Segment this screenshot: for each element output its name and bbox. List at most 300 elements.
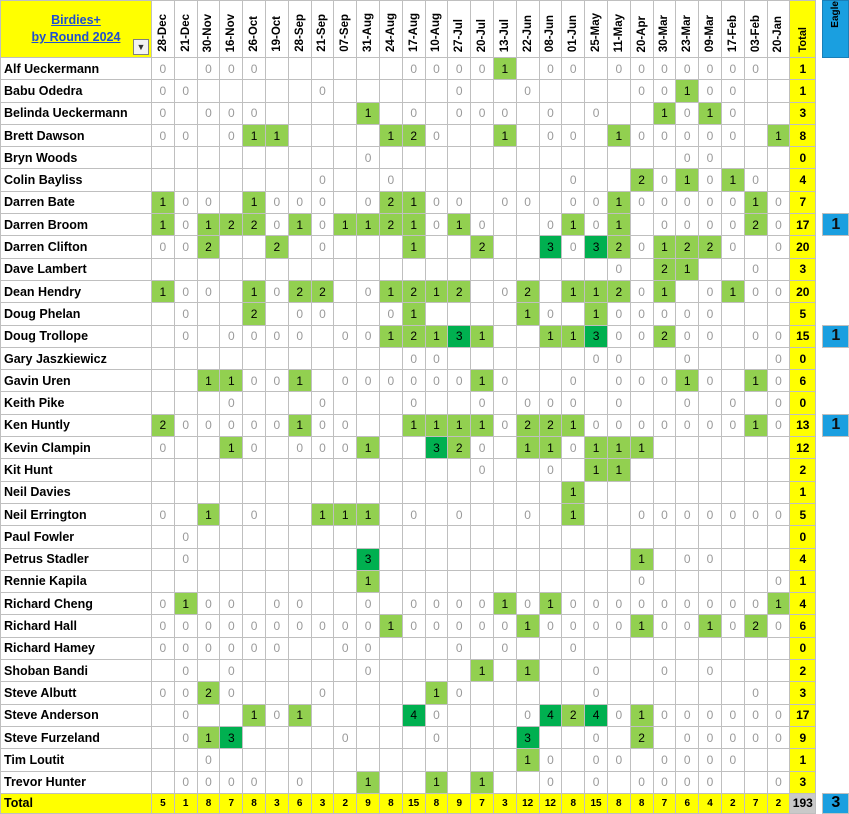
score-cell[interactable] — [197, 303, 220, 325]
score-cell[interactable]: 0 — [220, 325, 243, 347]
score-cell[interactable] — [197, 258, 220, 280]
score-cell[interactable]: 0 — [744, 682, 767, 704]
score-cell[interactable] — [334, 459, 357, 481]
column-total-cell[interactable]: 7 — [653, 793, 676, 813]
score-cell[interactable] — [288, 80, 311, 102]
score-cell[interactable] — [425, 526, 448, 548]
score-cell[interactable] — [152, 392, 175, 414]
score-cell[interactable]: 0 — [767, 771, 790, 793]
score-cell[interactable] — [152, 347, 175, 369]
score-cell[interactable]: 0 — [653, 58, 676, 80]
score-cell[interactable]: 0 — [152, 236, 175, 258]
score-cell[interactable] — [471, 726, 494, 748]
eagle-cell[interactable] — [823, 392, 849, 414]
score-cell[interactable] — [493, 347, 516, 369]
score-cell[interactable] — [243, 593, 266, 615]
score-cell[interactable]: 0 — [699, 214, 722, 236]
player-name-cell[interactable]: Dean Hendry — [1, 280, 152, 302]
score-cell[interactable]: 0 — [402, 102, 425, 124]
score-cell[interactable] — [493, 303, 516, 325]
score-cell[interactable]: 0 — [767, 392, 790, 414]
score-cell[interactable] — [220, 570, 243, 592]
score-cell[interactable] — [493, 682, 516, 704]
score-cell[interactable]: 1 — [493, 124, 516, 146]
score-cell[interactable] — [516, 58, 539, 80]
score-cell[interactable] — [265, 147, 288, 169]
score-cell[interactable] — [767, 303, 790, 325]
score-cell[interactable] — [334, 169, 357, 191]
score-cell[interactable]: 0 — [676, 726, 699, 748]
score-cell[interactable] — [516, 102, 539, 124]
score-cell[interactable] — [152, 370, 175, 392]
score-cell[interactable]: 1 — [334, 214, 357, 236]
score-cell[interactable] — [471, 258, 494, 280]
score-cell[interactable] — [311, 124, 334, 146]
score-cell[interactable]: 1 — [471, 771, 494, 793]
score-cell[interactable]: 0 — [425, 370, 448, 392]
score-cell[interactable]: 2 — [220, 214, 243, 236]
player-total-cell[interactable]: 1 — [790, 749, 816, 771]
score-cell[interactable]: 1 — [676, 370, 699, 392]
score-cell[interactable] — [516, 526, 539, 548]
score-cell[interactable]: 0 — [721, 124, 744, 146]
score-cell[interactable]: 0 — [676, 214, 699, 236]
score-cell[interactable]: 0 — [653, 303, 676, 325]
score-cell[interactable]: 0 — [220, 682, 243, 704]
score-cell[interactable] — [311, 660, 334, 682]
score-cell[interactable] — [334, 570, 357, 592]
score-cell[interactable] — [471, 347, 494, 369]
score-cell[interactable] — [471, 280, 494, 302]
score-cell[interactable]: 0 — [243, 58, 266, 80]
column-total-cell[interactable]: 12 — [516, 793, 539, 813]
score-cell[interactable] — [379, 660, 402, 682]
date-column-header[interactable] — [288, 1, 311, 58]
eagle-cell[interactable] — [823, 593, 849, 615]
score-cell[interactable] — [197, 570, 220, 592]
score-cell[interactable] — [676, 570, 699, 592]
score-cell[interactable] — [265, 392, 288, 414]
score-cell[interactable] — [516, 548, 539, 570]
date-column-header[interactable] — [585, 1, 608, 58]
score-cell[interactable] — [334, 593, 357, 615]
score-cell[interactable]: 0 — [448, 80, 471, 102]
player-name-cell[interactable]: Neil Errington — [1, 503, 152, 525]
score-cell[interactable] — [585, 147, 608, 169]
player-name-cell[interactable]: Shoban Bandi — [1, 660, 152, 682]
score-cell[interactable]: 1 — [585, 280, 608, 302]
score-cell[interactable] — [357, 80, 380, 102]
score-cell[interactable]: 0 — [607, 392, 630, 414]
score-cell[interactable] — [357, 236, 380, 258]
score-cell[interactable]: 0 — [243, 102, 266, 124]
score-cell[interactable]: 0 — [607, 593, 630, 615]
score-cell[interactable]: 0 — [676, 771, 699, 793]
score-cell[interactable] — [448, 347, 471, 369]
column-total-cell[interactable]: 8 — [562, 793, 585, 813]
score-cell[interactable] — [311, 102, 334, 124]
date-column-header[interactable] — [197, 1, 220, 58]
score-cell[interactable]: 0 — [653, 124, 676, 146]
score-cell[interactable] — [539, 80, 562, 102]
score-cell[interactable] — [493, 459, 516, 481]
score-cell[interactable] — [311, 726, 334, 748]
score-cell[interactable]: 1 — [562, 214, 585, 236]
score-cell[interactable]: 0 — [471, 593, 494, 615]
score-cell[interactable]: 0 — [721, 102, 744, 124]
score-cell[interactable] — [471, 749, 494, 771]
column-total-cell[interactable]: 8 — [243, 793, 266, 813]
score-cell[interactable]: 0 — [630, 124, 653, 146]
score-cell[interactable] — [653, 526, 676, 548]
score-cell[interactable] — [516, 347, 539, 369]
score-cell[interactable]: 0 — [767, 191, 790, 213]
score-cell[interactable]: 1 — [311, 503, 334, 525]
score-cell[interactable]: 0 — [744, 169, 767, 191]
score-cell[interactable]: 2 — [243, 303, 266, 325]
date-column-header[interactable] — [220, 1, 243, 58]
eagle-cell[interactable] — [823, 347, 849, 369]
score-cell[interactable]: 2 — [197, 236, 220, 258]
score-cell[interactable] — [265, 682, 288, 704]
score-cell[interactable] — [220, 347, 243, 369]
score-cell[interactable] — [402, 682, 425, 704]
score-cell[interactable]: 0 — [607, 704, 630, 726]
score-cell[interactable]: 2 — [516, 414, 539, 436]
score-cell[interactable]: 1 — [379, 615, 402, 637]
score-cell[interactable] — [425, 303, 448, 325]
score-cell[interactable] — [448, 459, 471, 481]
score-cell[interactable]: 0 — [311, 214, 334, 236]
score-cell[interactable]: 0 — [448, 682, 471, 704]
score-cell[interactable] — [471, 682, 494, 704]
column-total-cell[interactable]: 12 — [539, 793, 562, 813]
score-cell[interactable] — [197, 481, 220, 503]
player-name-cell[interactable]: Gavin Uren — [1, 370, 152, 392]
score-cell[interactable] — [243, 347, 266, 369]
score-cell[interactable] — [471, 303, 494, 325]
score-cell[interactable] — [744, 347, 767, 369]
score-cell[interactable] — [425, 570, 448, 592]
column-total-cell[interactable]: 7 — [220, 793, 243, 813]
score-cell[interactable]: 0 — [243, 325, 266, 347]
score-cell[interactable]: 0 — [630, 236, 653, 258]
player-total-cell[interactable]: 5 — [790, 303, 816, 325]
score-cell[interactable] — [699, 682, 722, 704]
score-cell[interactable] — [493, 169, 516, 191]
score-cell[interactable]: 2 — [699, 236, 722, 258]
score-cell[interactable]: 0 — [744, 58, 767, 80]
score-cell[interactable]: 1 — [357, 570, 380, 592]
column-total-cell[interactable]: 2 — [767, 793, 790, 813]
date-column-header[interactable] — [539, 1, 562, 58]
score-cell[interactable] — [493, 660, 516, 682]
column-total-cell[interactable]: 8 — [630, 793, 653, 813]
score-cell[interactable] — [539, 526, 562, 548]
score-cell[interactable]: 0 — [174, 660, 197, 682]
score-cell[interactable]: 0 — [653, 771, 676, 793]
score-cell[interactable] — [243, 147, 266, 169]
score-cell[interactable] — [516, 570, 539, 592]
eagle-cell[interactable]: 1 — [823, 414, 849, 436]
score-cell[interactable] — [220, 481, 243, 503]
score-cell[interactable]: 1 — [402, 214, 425, 236]
score-cell[interactable]: 0 — [197, 58, 220, 80]
score-cell[interactable] — [653, 437, 676, 459]
score-cell[interactable] — [585, 169, 608, 191]
score-cell[interactable] — [357, 726, 380, 748]
total-column-header[interactable] — [790, 1, 816, 58]
score-cell[interactable]: 2 — [265, 236, 288, 258]
score-cell[interactable]: 1 — [493, 593, 516, 615]
score-cell[interactable] — [448, 481, 471, 503]
score-cell[interactable]: 0 — [448, 615, 471, 637]
score-cell[interactable] — [493, 704, 516, 726]
player-name-cell[interactable]: Trevor Hunter — [1, 771, 152, 793]
score-cell[interactable] — [653, 682, 676, 704]
date-column-header[interactable] — [721, 1, 744, 58]
column-total-cell[interactable]: 7 — [744, 793, 767, 813]
score-cell[interactable] — [767, 80, 790, 102]
score-cell[interactable]: 2 — [471, 236, 494, 258]
score-cell[interactable]: 0 — [676, 124, 699, 146]
eagle-cell[interactable] — [823, 236, 849, 258]
player-total-cell[interactable]: 2 — [790, 459, 816, 481]
score-cell[interactable]: 0 — [152, 682, 175, 704]
score-cell[interactable]: 0 — [699, 325, 722, 347]
score-cell[interactable] — [152, 258, 175, 280]
player-total-cell[interactable]: 1 — [790, 80, 816, 102]
column-total-cell[interactable]: 3 — [311, 793, 334, 813]
score-cell[interactable] — [630, 214, 653, 236]
score-cell[interactable] — [243, 749, 266, 771]
score-cell[interactable]: 2 — [630, 169, 653, 191]
score-cell[interactable]: 0 — [288, 771, 311, 793]
score-cell[interactable]: 0 — [607, 414, 630, 436]
score-cell[interactable] — [699, 526, 722, 548]
score-cell[interactable] — [379, 682, 402, 704]
score-cell[interactable]: 0 — [152, 124, 175, 146]
score-cell[interactable]: 1 — [425, 325, 448, 347]
score-cell[interactable]: 0 — [220, 615, 243, 637]
score-cell[interactable]: 0 — [448, 503, 471, 525]
score-cell[interactable]: 0 — [699, 191, 722, 213]
eagle-cell[interactable] — [823, 570, 849, 592]
score-cell[interactable] — [585, 503, 608, 525]
column-total-cell[interactable]: 7 — [471, 793, 494, 813]
score-cell[interactable]: 0 — [767, 325, 790, 347]
eagle-cell[interactable] — [823, 771, 849, 793]
score-cell[interactable] — [197, 459, 220, 481]
score-cell[interactable]: 0 — [448, 370, 471, 392]
score-cell[interactable]: 0 — [699, 124, 722, 146]
column-total-cell[interactable]: 9 — [448, 793, 471, 813]
score-cell[interactable]: 2 — [448, 437, 471, 459]
score-cell[interactable]: 0 — [425, 191, 448, 213]
score-cell[interactable]: 0 — [676, 191, 699, 213]
score-cell[interactable] — [334, 258, 357, 280]
score-cell[interactable]: 2 — [562, 704, 585, 726]
score-cell[interactable]: 0 — [220, 660, 243, 682]
score-cell[interactable] — [288, 347, 311, 369]
score-cell[interactable] — [311, 370, 334, 392]
score-cell[interactable]: 1 — [562, 414, 585, 436]
score-cell[interactable]: 0 — [721, 726, 744, 748]
score-cell[interactable] — [539, 347, 562, 369]
player-total-cell[interactable]: 0 — [790, 347, 816, 369]
score-cell[interactable] — [425, 102, 448, 124]
score-cell[interactable] — [585, 481, 608, 503]
score-cell[interactable] — [744, 124, 767, 146]
score-cell[interactable]: 1 — [152, 280, 175, 302]
score-cell[interactable]: 0 — [402, 347, 425, 369]
score-cell[interactable] — [516, 214, 539, 236]
score-cell[interactable] — [334, 303, 357, 325]
score-cell[interactable]: 0 — [334, 437, 357, 459]
score-cell[interactable] — [744, 749, 767, 771]
score-cell[interactable]: 0 — [607, 749, 630, 771]
score-cell[interactable] — [471, 570, 494, 592]
score-cell[interactable]: 0 — [744, 503, 767, 525]
column-total-cell[interactable]: 8 — [197, 793, 220, 813]
score-cell[interactable]: 0 — [630, 370, 653, 392]
eagle-cell[interactable]: 1 — [823, 214, 849, 236]
score-cell[interactable]: 0 — [493, 637, 516, 659]
score-cell[interactable] — [379, 481, 402, 503]
score-cell[interactable] — [265, 437, 288, 459]
score-cell[interactable] — [767, 437, 790, 459]
filter-icon[interactable]: ▼ — [133, 39, 149, 55]
date-column-header[interactable] — [516, 1, 539, 58]
player-name-cell[interactable]: Belinda Ueckermann — [1, 102, 152, 124]
score-cell[interactable] — [539, 169, 562, 191]
score-cell[interactable]: 0 — [585, 191, 608, 213]
score-cell[interactable] — [630, 481, 653, 503]
score-cell[interactable]: 0 — [493, 615, 516, 637]
player-name-cell[interactable]: Richard Hamey — [1, 637, 152, 659]
score-cell[interactable]: 1 — [607, 191, 630, 213]
date-column-header[interactable] — [471, 1, 494, 58]
score-cell[interactable]: 0 — [676, 593, 699, 615]
score-cell[interactable]: 0 — [630, 503, 653, 525]
score-cell[interactable]: 0 — [699, 169, 722, 191]
score-cell[interactable]: 0 — [220, 392, 243, 414]
score-cell[interactable]: 0 — [676, 704, 699, 726]
score-cell[interactable] — [243, 481, 266, 503]
score-cell[interactable]: 0 — [288, 325, 311, 347]
score-cell[interactable]: 0 — [744, 726, 767, 748]
score-cell[interactable] — [379, 459, 402, 481]
score-cell[interactable]: 0 — [220, 593, 243, 615]
score-cell[interactable] — [630, 749, 653, 771]
score-cell[interactable] — [402, 147, 425, 169]
score-cell[interactable]: 0 — [265, 414, 288, 436]
score-cell[interactable]: 0 — [220, 771, 243, 793]
score-cell[interactable]: 2 — [653, 258, 676, 280]
eagle-cell[interactable] — [823, 58, 849, 80]
score-cell[interactable]: 1 — [676, 80, 699, 102]
score-cell[interactable]: 2 — [516, 280, 539, 302]
score-cell[interactable]: 0 — [311, 437, 334, 459]
score-cell[interactable] — [311, 258, 334, 280]
score-cell[interactable]: 2 — [448, 280, 471, 302]
score-cell[interactable] — [539, 548, 562, 570]
score-cell[interactable] — [516, 124, 539, 146]
score-cell[interactable]: 1 — [357, 437, 380, 459]
date-column-header[interactable] — [448, 1, 471, 58]
score-cell[interactable]: 0 — [699, 771, 722, 793]
score-cell[interactable]: 0 — [174, 548, 197, 570]
score-cell[interactable]: 0 — [676, 503, 699, 525]
score-cell[interactable] — [607, 80, 630, 102]
score-cell[interactable]: 0 — [699, 726, 722, 748]
column-total-cell[interactable]: 6 — [288, 793, 311, 813]
score-cell[interactable] — [379, 637, 402, 659]
score-cell[interactable]: 0 — [448, 593, 471, 615]
score-cell[interactable] — [539, 258, 562, 280]
score-cell[interactable]: 3 — [516, 726, 539, 748]
score-cell[interactable]: 0 — [767, 570, 790, 592]
score-cell[interactable]: 0 — [288, 593, 311, 615]
score-cell[interactable] — [357, 749, 380, 771]
score-cell[interactable] — [471, 147, 494, 169]
score-cell[interactable] — [174, 347, 197, 369]
score-cell[interactable] — [493, 214, 516, 236]
score-cell[interactable]: 0 — [379, 370, 402, 392]
player-name-cell[interactable]: Tim Loutit — [1, 749, 152, 771]
score-cell[interactable]: 0 — [334, 726, 357, 748]
score-cell[interactable] — [607, 481, 630, 503]
score-cell[interactable]: 0 — [288, 191, 311, 213]
score-cell[interactable] — [197, 347, 220, 369]
score-cell[interactable]: 0 — [585, 682, 608, 704]
score-cell[interactable] — [220, 459, 243, 481]
score-cell[interactable]: 0 — [630, 593, 653, 615]
score-cell[interactable]: 0 — [653, 704, 676, 726]
score-cell[interactable] — [607, 726, 630, 748]
score-cell[interactable] — [699, 258, 722, 280]
score-cell[interactable]: 0 — [152, 58, 175, 80]
score-cell[interactable] — [288, 147, 311, 169]
score-cell[interactable] — [243, 548, 266, 570]
score-cell[interactable] — [721, 660, 744, 682]
score-cell[interactable] — [493, 749, 516, 771]
player-name-cell[interactable]: Richard Cheng — [1, 593, 152, 615]
date-column-header[interactable] — [744, 1, 767, 58]
score-cell[interactable] — [676, 459, 699, 481]
score-cell[interactable] — [539, 503, 562, 525]
score-cell[interactable]: 0 — [357, 593, 380, 615]
score-cell[interactable]: 0 — [585, 660, 608, 682]
player-name-cell[interactable]: Doug Phelan — [1, 303, 152, 325]
date-column-header[interactable] — [630, 1, 653, 58]
score-cell[interactable]: 0 — [721, 214, 744, 236]
score-cell[interactable]: 0 — [243, 503, 266, 525]
score-cell[interactable] — [197, 704, 220, 726]
score-cell[interactable] — [311, 147, 334, 169]
score-cell[interactable] — [243, 258, 266, 280]
score-cell[interactable] — [539, 191, 562, 213]
score-cell[interactable]: 0 — [653, 414, 676, 436]
score-cell[interactable] — [562, 80, 585, 102]
score-cell[interactable]: 1 — [197, 503, 220, 525]
score-cell[interactable] — [357, 704, 380, 726]
score-cell[interactable]: 0 — [653, 214, 676, 236]
score-cell[interactable] — [288, 503, 311, 525]
player-total-cell[interactable]: 5 — [790, 503, 816, 525]
score-cell[interactable]: 0 — [744, 325, 767, 347]
score-cell[interactable]: 1 — [562, 280, 585, 302]
